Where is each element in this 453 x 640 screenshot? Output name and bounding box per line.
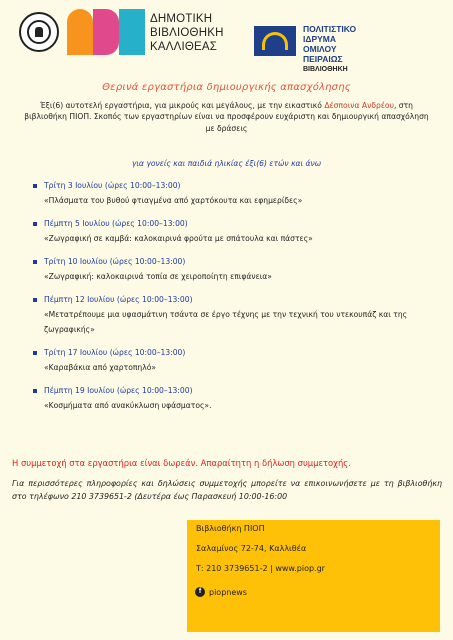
contact-phone-web[interactable]: Τ: 210 3739651-2 | www.piop.gr bbox=[196, 564, 325, 573]
workshop-date: Τρίτη 17 Ιουλίου (ώρες 10:00–13:00) bbox=[44, 348, 186, 357]
workshop-item bbox=[36, 345, 436, 375]
workshop-title: «Κοσμήματα από ανακύκλωση υφάσματος». bbox=[44, 401, 212, 410]
bullet-icon bbox=[33, 298, 37, 302]
facebook-handle[interactable]: piopnews bbox=[209, 588, 247, 597]
abk-logo bbox=[67, 9, 145, 55]
contact-address: Σαλαμίνος 72-74, Καλλιθέα bbox=[196, 544, 307, 553]
header bbox=[0, 0, 453, 82]
workshop-item bbox=[36, 178, 436, 208]
piop-logo bbox=[254, 26, 296, 56]
workshop-date: Πέμπτη 5 Ιουλίου (ώρες 10:00–13:00) bbox=[44, 219, 188, 228]
intro-text: Έξι(6) αυτοτελή εργαστήρια, για μικρούς και μεγάλους, με την εικαστικό Δέσποινα Ανδρέου, στη βιβλιοθήκη ΠΙΟΠ. Σκοπός των εργαστηρίων είναι να προσφέρουν ευχάριστη και δημιουργική απασχόληση με δράσεις bbox=[24, 101, 429, 133]
artist-name: Δέσποινα Ανδρέου bbox=[324, 101, 394, 110]
workshop-list bbox=[36, 178, 436, 413]
participation-notice: Η συμμετοχή στα εργαστήρια είναι δωρεάν. Απαραίτητη η δήλωση συμμετοχής. bbox=[12, 458, 351, 468]
foundation-name: ΠΟΛΙΤΙΣΤΙΚΟ ΙΔΡΥΜΑ ΟΜΙΛΟΥ ΠΕΙΡΑΙΩΣ bbox=[303, 24, 357, 64]
workshop-title: «Καραβάκια από χαρτοπηλό» bbox=[44, 363, 157, 372]
bullet-icon bbox=[33, 389, 37, 393]
info-text: Για περισσότερες πληροφορίες και δηλώσεις συμμετοχής μπορείτε να επικοινωνήσετε με τη βιβλιοθήκη στο τηλέφωνο 210 3739651-2 (Δευτέρα έως Παρασκευή 10:00-16:00 bbox=[12, 479, 442, 501]
workshop-item bbox=[36, 254, 436, 284]
facebook-icon: f bbox=[195, 587, 205, 597]
municipality-seal-logo bbox=[19, 12, 59, 52]
bullet-icon bbox=[33, 222, 37, 226]
foundation-sub: ΒΙΒΛΙΟΘΗΚΗ bbox=[303, 66, 348, 73]
contact-box bbox=[187, 520, 440, 632]
audience-text: για γονείς και παιδιά ηλικίας έξι(6) ετών και άνω bbox=[131, 159, 322, 168]
workshop-date: Τρίτη 3 Ιουλίου (ώρες 10:00–13:00) bbox=[44, 181, 181, 190]
workshop-item bbox=[36, 216, 436, 246]
page-title: Θερινά εργαστήρια δημιουργικής απασχόλησης bbox=[102, 82, 351, 93]
workshop-title: «Μετατρέπουμε μια υφασμάτινη τσάντα σε έργο τέχνης με την τεχνική του ντεκουπάζ και της ζωγραφικής» bbox=[44, 310, 408, 334]
workshop-item bbox=[36, 292, 436, 337]
workshop-title: «Ζωγραφική σε καμβά: καλοκαιρινά φρούτα με σπάτουλα και πάστες» bbox=[44, 234, 313, 243]
workshop-title: «Πλάσματα του βυθού φτιαγμένα από χαρτόκουτα και εφημερίδες» bbox=[44, 196, 303, 205]
municipal-library-name: ΔΗΜΟΤΙΚΗ ΒΙΒΛΙΟΘΗΚΗ ΚΑΛΛΙΘΕΑΣ bbox=[150, 13, 224, 53]
workshop-title: «Ζωγραφική: καλοκαιρινά τοπία σε χειροποίητη επιφάνεια» bbox=[44, 272, 272, 281]
workshop-item bbox=[36, 383, 436, 413]
contact-name: Βιβλιοθήκη ΠΙΟΠ bbox=[196, 524, 265, 533]
workshop-date: Πέμπτη 19 Ιουλίου (ώρες 10:00–13:00) bbox=[44, 386, 193, 395]
workshop-date: Πέμπτη 12 Ιουλίου (ώρες 10:00–13:00) bbox=[44, 295, 193, 304]
bullet-icon bbox=[33, 260, 37, 264]
bullet-icon bbox=[33, 184, 37, 188]
workshop-date: Τρίτη 10 Ιουλίου (ώρες 10:00–13:00) bbox=[44, 257, 186, 266]
bullet-icon bbox=[33, 351, 37, 355]
